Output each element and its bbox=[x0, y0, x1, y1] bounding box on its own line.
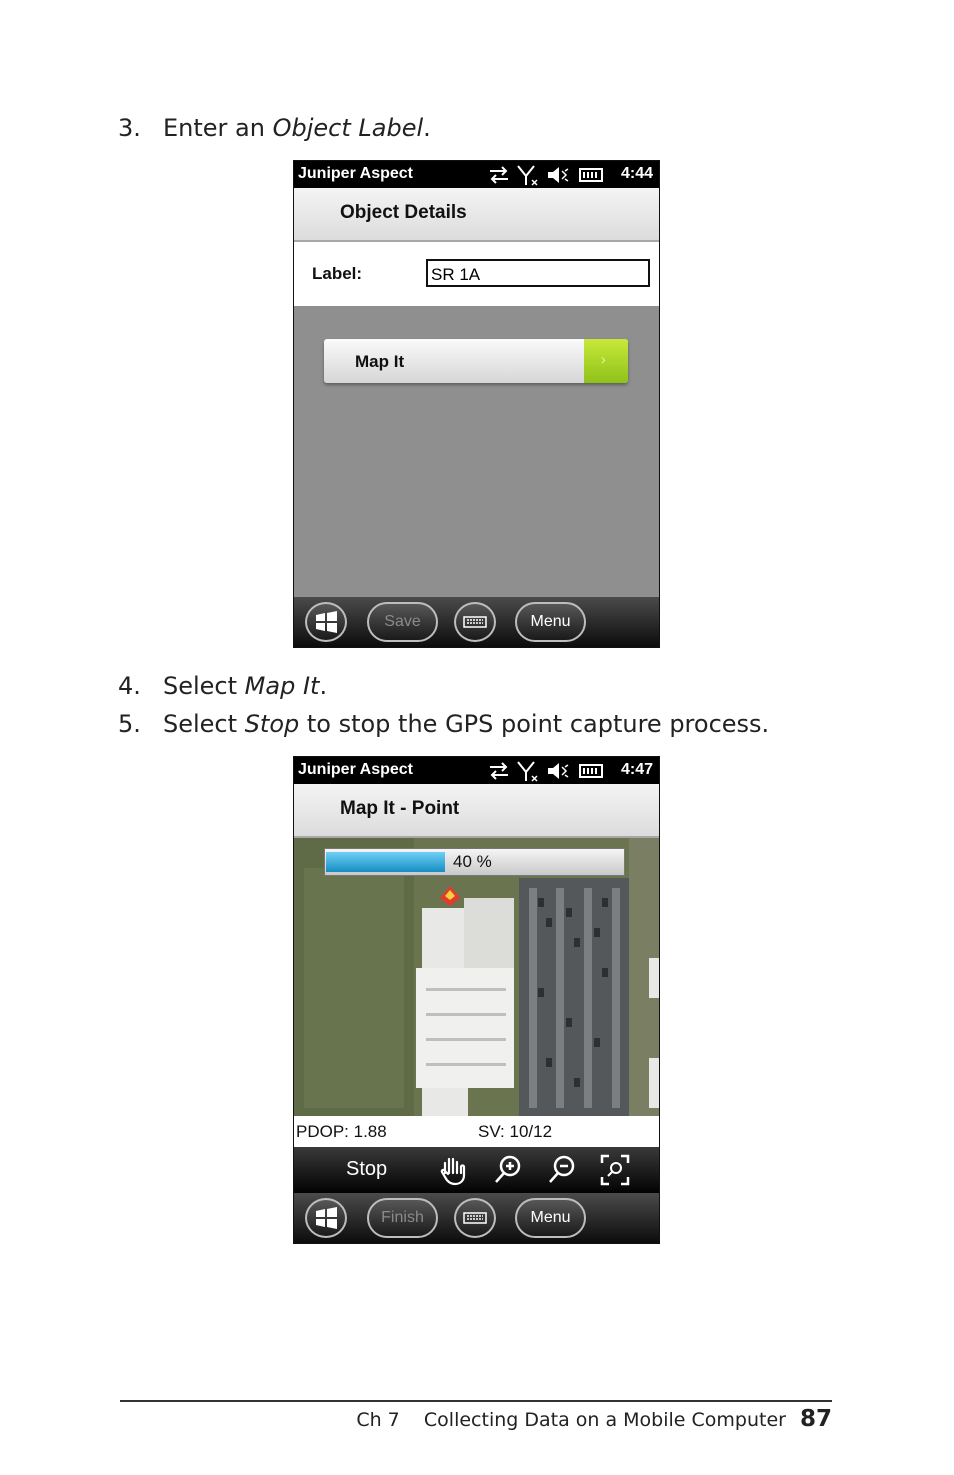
stop-button[interactable]: Stop bbox=[346, 1158, 388, 1180]
step-4 bbox=[118, 672, 327, 700]
screenshot-object-details bbox=[293, 160, 660, 648]
app-title: Juniper Aspect bbox=[298, 165, 413, 182]
gps-status-row bbox=[294, 1116, 659, 1147]
sync-icon bbox=[490, 763, 508, 779]
capture-progress-bar bbox=[324, 848, 625, 876]
step-emphasis: Object Label bbox=[272, 114, 424, 142]
speaker-muted-icon bbox=[548, 167, 559, 183]
pan-hand-icon[interactable] bbox=[437, 1153, 469, 1187]
label-form bbox=[294, 242, 659, 306]
step-emphasis: Map It bbox=[244, 672, 320, 700]
status-icons bbox=[488, 759, 610, 783]
windows-logo-icon bbox=[307, 604, 345, 640]
keyboard-icon bbox=[456, 1200, 494, 1236]
map-it-label: Map It bbox=[355, 352, 405, 371]
page-number: 87 bbox=[799, 1406, 832, 1432]
step-5 bbox=[118, 710, 769, 738]
step-text-end: to stop the GPS point capture process. bbox=[299, 710, 770, 738]
battery-icon bbox=[580, 169, 602, 181]
menu-softkey[interactable]: Menu bbox=[515, 602, 586, 642]
zoom-out-icon[interactable] bbox=[546, 1153, 578, 1187]
step-number: 5. bbox=[118, 710, 141, 738]
screen-title: Map It - Point bbox=[340, 798, 460, 819]
step-text-end: . bbox=[319, 672, 328, 700]
step-number: 3. bbox=[118, 114, 141, 142]
progress-fill bbox=[326, 852, 445, 872]
aerial-image bbox=[294, 838, 659, 1116]
map-it-button[interactable] bbox=[324, 339, 628, 383]
keyboard-button[interactable] bbox=[454, 602, 496, 642]
zoom-extent-icon[interactable] bbox=[599, 1153, 631, 1187]
map-toolbar bbox=[294, 1147, 659, 1195]
satellites-value: SV: 10/12 bbox=[478, 1122, 553, 1141]
save-softkey[interactable]: Save bbox=[367, 602, 438, 642]
step-text: Enter an bbox=[163, 114, 273, 142]
label-caption: Label: bbox=[312, 264, 363, 283]
clock: 4:44 bbox=[620, 165, 653, 182]
chevron-right-icon: › bbox=[584, 339, 628, 383]
windows-logo-icon bbox=[307, 1200, 345, 1236]
zoom-in-icon[interactable] bbox=[492, 1153, 524, 1187]
footer-divider bbox=[120, 1400, 832, 1402]
progress-text: 40 % bbox=[453, 852, 492, 871]
step-emphasis: Stop bbox=[244, 710, 300, 738]
screenshot-map-it-point bbox=[293, 756, 660, 1244]
speaker-muted-icon bbox=[548, 763, 559, 779]
clock: 4:47 bbox=[620, 761, 653, 778]
step-number: 4. bbox=[118, 672, 141, 700]
status-bar bbox=[294, 161, 659, 188]
step-text: Select bbox=[163, 710, 245, 738]
keyboard-icon bbox=[456, 604, 494, 640]
finish-softkey[interactable]: Finish bbox=[367, 1198, 438, 1238]
soft-key-bar bbox=[294, 1193, 659, 1243]
start-button[interactable] bbox=[305, 602, 347, 642]
status-bar bbox=[294, 757, 659, 784]
step-text-end: . bbox=[423, 114, 431, 142]
no-signal-icon bbox=[518, 762, 537, 781]
step-3 bbox=[118, 114, 431, 142]
no-signal-icon bbox=[518, 166, 537, 185]
screen-title: Object Details bbox=[340, 202, 467, 223]
keyboard-button[interactable] bbox=[454, 1198, 496, 1238]
status-icons bbox=[488, 163, 610, 187]
label-input[interactable]: SR 1A bbox=[426, 259, 650, 287]
pdop-value: PDOP: 1.88 bbox=[296, 1122, 387, 1141]
chapter-title: Ch 7 Collecting Data on a Mobile Computer bbox=[356, 1409, 786, 1431]
title-bar bbox=[294, 188, 659, 242]
menu-softkey[interactable]: Menu bbox=[515, 1198, 586, 1238]
start-button[interactable] bbox=[305, 1198, 347, 1238]
title-bar bbox=[294, 784, 659, 838]
app-title: Juniper Aspect bbox=[298, 761, 413, 778]
battery-icon bbox=[580, 765, 602, 777]
step-text: Select bbox=[163, 672, 245, 700]
soft-key-bar bbox=[294, 597, 659, 647]
satellite-map[interactable] bbox=[294, 838, 659, 1116]
sync-icon bbox=[490, 167, 508, 183]
page-footer bbox=[356, 1406, 832, 1432]
